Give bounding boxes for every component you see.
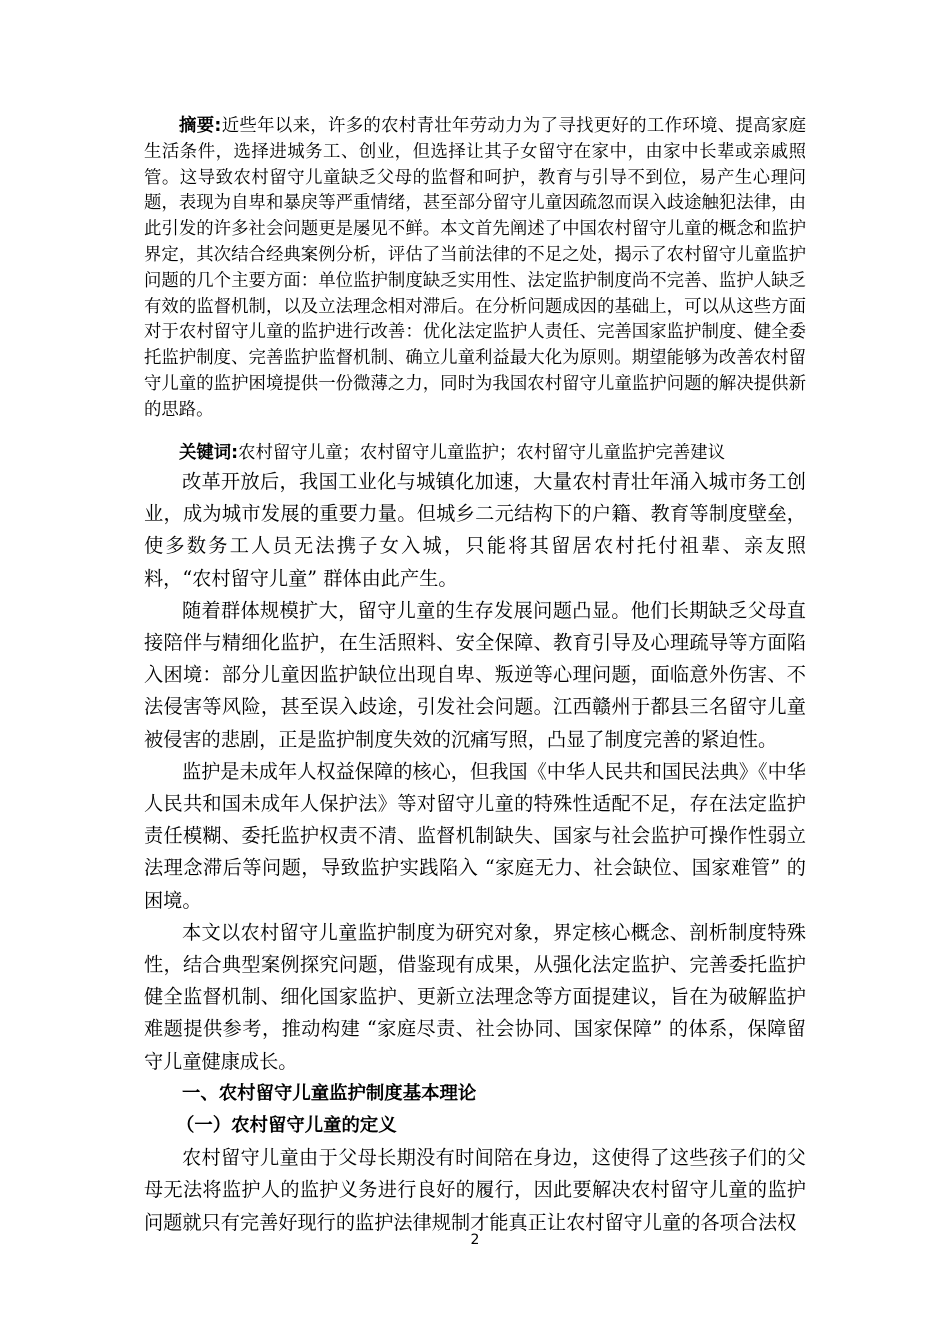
body-paragraph-5: 农村留守儿童由于父母长期没有时间陪在身边，这使得了这些孩子们的父母无法将监护人的监护义务进行良好的履行，因此要解决农村留守儿童的监护问题就只有完善好现行的监护法律规制才能真正让农村留守儿童的各项合法权: [144, 1146, 806, 1234]
abstract-paragraph: [144, 114, 806, 424]
body-paragraph-4: 本文以农村留守儿童监护制度为研究对象，界定核心概念、剖析制度特殊性，结合典型案例探究问题，借鉴现有成果，从强化法定监护、完善委托监护健全监督机制、细化国家监护、更新立法理念等方面提建议，旨在为破解监护难题提供参考，推动构建 “家庭尽责、社会协同、国家保障” 的体系，保障留守儿童健康成长。: [144, 920, 806, 1073]
body-paragraph-2: 随着群体规模扩大，留守儿童的生存发展问题凸显。他们长期缺乏父母直接陪伴与精细化监护，在生活照料、安全保障、教育引导及心理疏导等方面陷入困境：部分儿童因监护缺位出现自卑、叛逆等心理问题，面临意外伤害、不法侵害等风险，甚至误入歧途，引发社会问题。江西赣州于都县三名留守儿童被侵害的悲剧，正是监护制度失效的沉痛写照，凸显了制度完善的紧迫性。: [144, 598, 806, 751]
section-heading-1-1: （一）农村留守儿童的定义: [176, 1115, 397, 1137]
keywords-paragraph: [144, 441, 806, 467]
abstract-section: [144, 114, 806, 424]
keywords-label: 关键词:: [179, 443, 239, 463]
section-heading-1: 一、农村留守儿童监护制度基本理论: [182, 1082, 477, 1104]
keywords-section: [144, 441, 806, 467]
abstract-text: 近些年以来，许多的农村青壮年劳动力为了寻找更好的工作环境、提高家庭生活条件，选择进城务工、创业，但选择让其子女留守在家中，由家中长辈或亲戚照管。这导致农村留守儿童缺乏父母的监督和呵护，教育与引导不到位，易产生心理问题，表现为自卑和暴戾等严重情绪，甚至部分留守儿童因疏忽而误入歧途触犯法律，由此引发的许多社会问题更是屡见不鲜。本文首先阐述了中国农村留守儿童的概念和监护界定，其次结合经典案例分析，评估了当前法律的不足之处，揭示了农村留守儿童监护问题的几个主要方面：单位监护制度缺乏实用性、法定监护制度尚不完善、监护人缺乏有效的监督机制，以及立法理念相对滞后。在分析问题成因的基础上，可以从这些方面对于农村留守儿童的监护进行改善：优化法定监护人责任、完善国家监护制度、健全委托监护制度、完善监护监督机制、确立儿童利益最大化为原则。期望能够为改善农村留守儿童的监护困境提供一份微薄之力，同时为我国农村留守儿童监护问题的解决提供新的思路。: [144, 116, 806, 420]
body-paragraph-3: 监护是未成年人权益保障的核心，但我国《中华人民共和国民法典》《中华人民共和国未成年人保护法》等对留守儿童的特殊性适配不足，存在法定监护责任模糊、委托监护权责不清、监督机制缺失、国家与社会监护可操作性弱立法理念滞后等问题，导致监护实践陷入 “家庭无力、社会缺位、国家难管” 的困境。: [144, 759, 806, 912]
body-paragraph-1: 改革开放后，我国工业化与城镇化加速，大量农村青壮年涌入城市务工创业，成为城市发展的重要力量。但城乡二元结构下的户籍、教育等制度壁垒，使多数务工人员无法携子女入城，只能将其留居农村托付祖辈、亲友照料，“农村留守儿童” 群体由此产生。: [144, 470, 806, 590]
keywords-text: 农村留守儿童；农村留守儿童监护；农村留守儿童监护完善建议: [238, 443, 726, 463]
abstract-label: 摘要:: [179, 116, 222, 136]
body-section: [144, 466, 806, 1239]
page-number: 2: [470, 1232, 480, 1248]
